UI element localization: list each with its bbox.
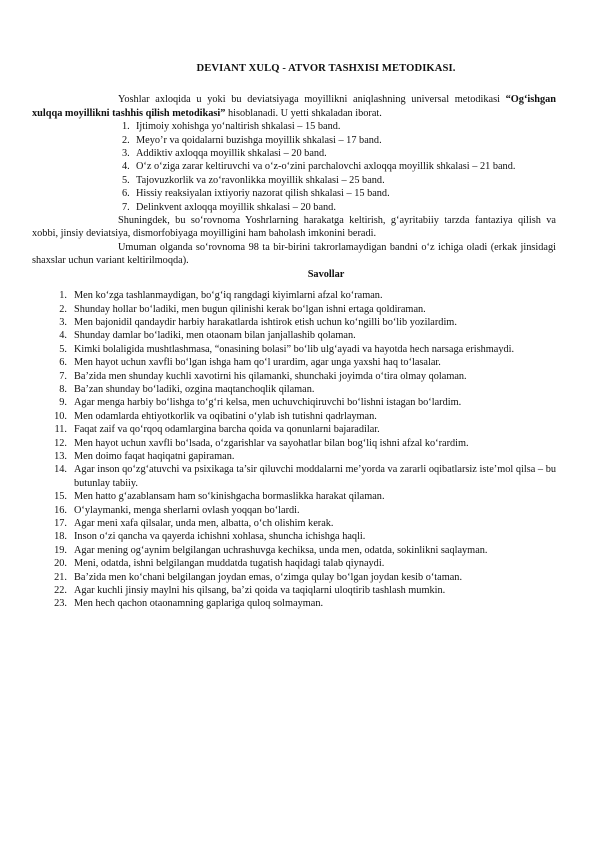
questions-item (41, 450, 556, 463)
questions-number: 9. (59, 397, 67, 409)
questions-text: Agar mening og‘aynim belgilangan uchrashuvga kechiksa, unda men, odatda, sokinlikni saqlayman. (74, 544, 488, 556)
scales-number: 1. (122, 121, 130, 133)
scales-text: Addiktiv axloqqa moyillik shkalasi – 20 band. (136, 148, 327, 160)
questions-item (41, 530, 556, 543)
questions-item (41, 463, 556, 490)
questions-text: Ba’zida men ko‘chani belgilangan joydan emas, o‘zimga qulay bo‘lgan joydan kesib o‘taman. (74, 571, 463, 583)
scales-item (86, 134, 556, 147)
questions-item (41, 316, 556, 329)
questions-number: 23. (54, 598, 67, 610)
scales-item (86, 147, 556, 160)
scales-number: 6. (122, 188, 130, 200)
questions-item (41, 490, 556, 503)
questions-number: 17. (54, 518, 67, 529)
questions-text: Men doimo faqat haqiqatni gapiraman. (74, 450, 235, 462)
questions-number: 18. (54, 531, 67, 543)
questions-number: 13. (54, 450, 67, 462)
document-title: DEVIANT XULQ - ATVOR TASHXISI METODIKASI. (196, 63, 456, 74)
intro-rest: hisoblanadi. U yetti shkaladan (225, 107, 353, 119)
questions-item (41, 517, 556, 530)
questions-number: 15. (54, 491, 67, 503)
questions-text: Ba’zan shunday bo‘ladiki, ozgina maqtanchoqlik qilaman. (74, 383, 315, 395)
intro-end: iborat. (355, 107, 382, 119)
questions-text: Inson o‘zi qancha va qayerda ichishni xohlasa, shuncha ichishga haqli. (74, 531, 366, 543)
intro-text: Yoshlar axloqida u yoki bu deviatsiyaga moyillikni aniqlashning universal metodikasi (118, 94, 500, 106)
questions-number: 5. (59, 343, 67, 355)
questions-text: Kimki bolaligida mushtlashmasa, “onasining bolasi” bo‘lib ulg‘ayadi va hayotda hech narsaga erishmaydi. (74, 343, 515, 355)
questions-number: 16. (54, 504, 67, 516)
scales-list (86, 120, 556, 214)
paragraph-3: Umuman olganda so‘rovnoma 98 ta bir-birini takrorlamaydigan bandni o‘z ichiga oladi (erkak jinsidagi shaxslar uchun variant keltirilmoqda). (32, 241, 556, 267)
scales-item (86, 187, 556, 200)
questions-text: Men ko‘zga tashlanmaydigan, bo‘g‘iq rangdagi kiyimlarni afzal ko‘raman. (74, 290, 383, 302)
questions-number: 7. (59, 370, 67, 382)
questions-item (41, 504, 556, 517)
questions-number: 10. (54, 410, 67, 422)
questions-text: Men bajonidil qandaydir harbiy harakatlarda ishtirok etish uchun ko‘ngilli bo‘lib yozilardim. (74, 316, 457, 328)
questions-item (41, 303, 556, 316)
scales-number: 2. (122, 134, 130, 146)
questions-heading: Savollar (307, 268, 345, 280)
questions-item (41, 544, 556, 557)
questions-list (41, 289, 556, 611)
questions-text: Men odamlarda ehtiyotkorlik va oqibatini o‘ylab ish tutishni qadrlayman. (74, 410, 377, 422)
scales-text: Delinkvent axloqqa moyillik shkalasi – 20 band. (136, 201, 336, 213)
scales-number: 3. (122, 148, 130, 160)
questions-item (41, 423, 556, 436)
scales-text: Hissiy reaksiyalan ixtiyoriy nazorat qilish shkalasi – 15 band. (136, 188, 390, 200)
questions-number: 6. (59, 357, 67, 369)
intro-paragraph (32, 93, 556, 120)
questions-number: 21. (54, 571, 67, 583)
paragraph-2: Shuningdek, bu so‘rovnoma Yoshrlarning harakatga keltirish, g‘ayritabiiy tarzda fantaziya qilish va xobbi, jinsiy deviatsiya, dismorfobiyaga moyilligini ham baholash imkonini beradi. (32, 215, 556, 240)
questions-number: 20. (54, 558, 67, 570)
questions-item (41, 437, 556, 450)
questions-text: Ba’zida men shunday kuchli xavotirni his qilamanki, shunchaki joyimda o‘tira olmay qolaman. (74, 370, 467, 382)
questions-text: Agar inson qo‘zg‘atuvchi va psixikaga ta’sir qiluvchi moddalarni me’yorda va zararli oqibatlarsiz iste’mol qilsa – bu butunlay tabiiy. (74, 464, 556, 489)
questions-item (41, 571, 556, 584)
questions-number: 3. (59, 316, 67, 328)
questions-item (41, 343, 556, 356)
questions-item (41, 329, 556, 342)
questions-item (41, 356, 556, 369)
questions-number: 2. (59, 303, 67, 315)
questions-item (41, 597, 556, 610)
questions-number: 12. (54, 437, 67, 449)
questions-number: 19. (54, 544, 67, 556)
scales-text: Tajovuzkorlik va zo‘ravonlikka moyillik shkalasi – 25 band. (136, 174, 385, 186)
questions-text: Shunday hollar bo‘ladiki, men bugun qilinishi kerak bo‘lgan ishni ertaga qoldiraman. (74, 303, 426, 315)
questions-number: 11. (54, 424, 67, 436)
questions-number: 8. (59, 383, 67, 395)
questions-item (41, 584, 556, 597)
scales-item (86, 201, 556, 214)
questions-text: Agar menga harbiy bo‘lishga to‘g‘ri kelsa, men uchuvchiqiruvchi bo‘lishni istagan bo‘lardim. (74, 397, 462, 409)
questions-item (41, 396, 556, 409)
scales-item (86, 120, 556, 133)
questions-text: Men hayot uchun xavfli bo‘lgan ishga ham qo‘l urardim, agar unga yaxshi haq to‘lasalar. (74, 357, 441, 369)
questions-text: Agar kuchli jinsiy maylni his qilsang, ba’zi qoida va taqiqlarni uloqtirib tashlash mumkin. (74, 585, 446, 597)
scales-text: Meyo’r va qoidalarni buzishga moyillik shkalasi – 17 band. (136, 134, 382, 146)
questions-text: Faqat zaif va qo‘rqoq odamlargina barcha qoida va qonunlarni bajaradilar. (74, 424, 380, 436)
scales-number: 4. (122, 161, 130, 173)
scales-number: 5. (122, 174, 130, 186)
questions-item (41, 383, 556, 396)
questions-item (41, 557, 556, 570)
questions-number: 14. (54, 464, 67, 476)
questions-text: Men hayot uchun xavfli bo‘lsada, o‘zgarishlar va sayohatlar bilan bog‘liq ishni afzal ko‘rardim. (74, 437, 469, 449)
scales-item (86, 160, 556, 173)
questions-item (41, 289, 556, 302)
questions-text: O‘ylaymanki, menga sherlarni ovlash yoqqan bo‘lardi. (74, 504, 300, 516)
questions-item (41, 410, 556, 423)
questions-text: Agar meni xafa qilsalar, unda men, albatta, o‘ch olishim kerak. (74, 518, 334, 529)
questions-text: Meni, odatda, ishni belgilangan muddatda tugatish haqidagi talab qiynaydi. (74, 558, 385, 570)
method-name: “Og‘ishgan xulqqa moyillikni tashhis qilish metodikasi” (32, 94, 556, 119)
questions-number: 4. (59, 330, 67, 342)
questions-text: Men hatto g‘azablansam ham so‘kinishgacha bormaslikka harakat qilaman. (74, 491, 385, 503)
questions-number: 1. (59, 290, 67, 302)
scales-item (86, 174, 556, 187)
scales-text: Ijtimoiy xohishga yo‘naltirish shkalasi – 15 band. (136, 121, 341, 133)
questions-text: Men hech qachon otaonamning gaplariga quloq solmayman. (74, 598, 324, 610)
scales-text: O‘z o‘ziga zarar keltiruvchi va o‘z-o‘zini parchalovchi axloqqa moyillik shkalasi – 21 band. (136, 161, 516, 173)
questions-number: 22. (54, 585, 67, 597)
questions-text: Shunday damlar bo‘ladiki, men otaonam bilan janjallashib qolaman. (74, 330, 356, 342)
scales-number: 7. (122, 201, 130, 213)
questions-item (41, 370, 556, 383)
